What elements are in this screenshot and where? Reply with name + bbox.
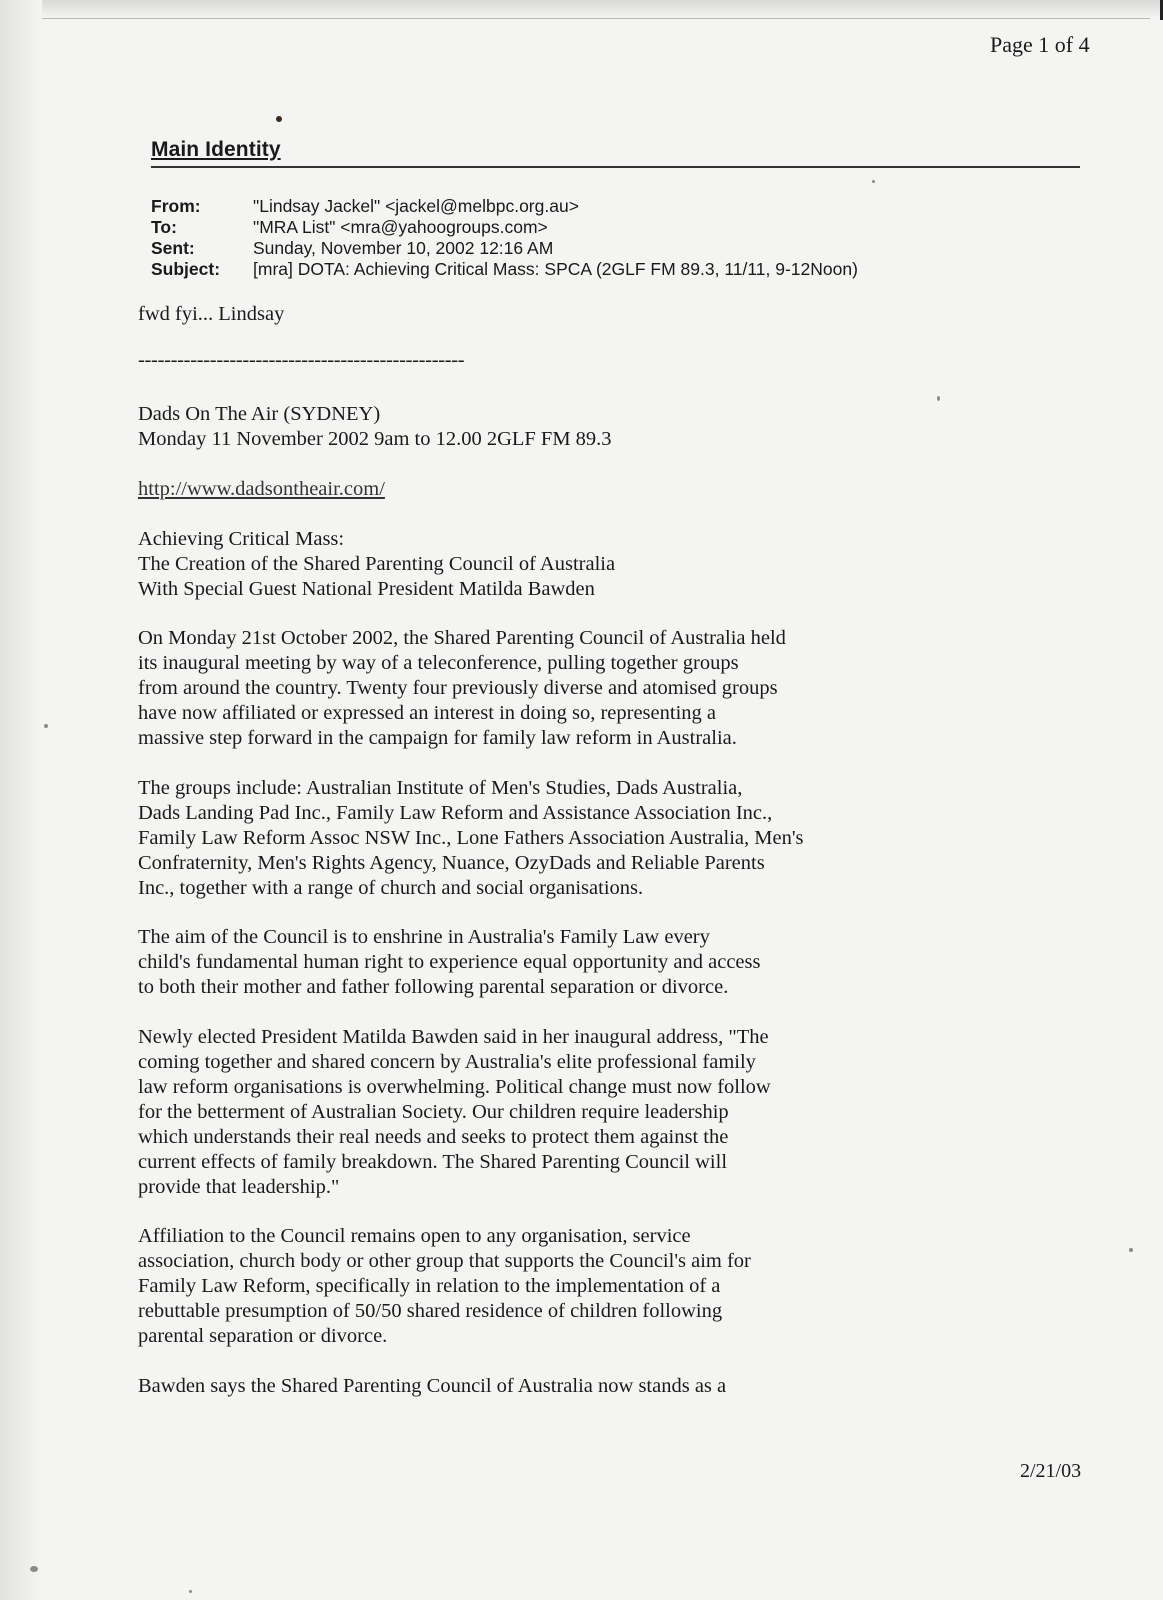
scan-speck bbox=[1129, 1248, 1133, 1252]
intro-line: fwd fyi... Lindsay bbox=[138, 303, 285, 325]
email-headers bbox=[151, 196, 858, 280]
sent-label: Sent: bbox=[151, 238, 195, 258]
paragraph: Newly elected President Matilda Bawden said in her inaugural address, "The coming together and shared concern by Australia's elite professional family law reform organisations is overwhelming. Political change must now follow for the betterment of Australian Society. Our children require leadership which understands their real needs and seeks to protect them against the current effects of family breakdown. The Shared Parenting Council will provide that leadership." bbox=[138, 1026, 771, 1198]
dadsontheair-url[interactable]: http://www.dadsontheair.com/ bbox=[138, 478, 385, 500]
subject-label: Subject: bbox=[151, 259, 221, 279]
paragraph: The aim of the Council is to enshrine in Australia's Family Law every child's fundamental human right to experience equal opportunity and access to both their mother and father following parental separation or divorce. bbox=[138, 926, 761, 998]
sent-value: Sunday, November 10, 2002 12:16 AM bbox=[253, 238, 554, 258]
scan-speck bbox=[30, 1566, 38, 1572]
identity-title: Main Identity bbox=[151, 138, 281, 161]
title-rule bbox=[151, 166, 1080, 168]
paragraph: Bawden says the Shared Parenting Council of Australia now stands as a bbox=[138, 1375, 727, 1397]
program-link[interactable] bbox=[138, 477, 1038, 502]
separator-line: -------------------------------------------------- bbox=[138, 349, 465, 371]
program-info: Dads On The Air (SYDNEY) Monday 11 November 2002 9am to 12.00 2GLF FM 89.3 bbox=[138, 403, 612, 450]
scan-speck bbox=[44, 724, 48, 728]
to-row bbox=[151, 217, 858, 238]
sent-row bbox=[151, 238, 858, 259]
from-row bbox=[151, 196, 858, 217]
paragraph: On Monday 21st October 2002, the Shared Parenting Council of Australia held its inaugural meeting by way of a teleconference, pulling together groups from around the country. Twenty four previously diverse and atomised groups have now affiliated or expressed an interest in doing so, representing a massive step forward in the campaign for family law reform in Australia. bbox=[138, 627, 786, 749]
subject-row bbox=[151, 259, 858, 280]
scan-shadow-left bbox=[0, 0, 42, 1600]
to-value: "MRA List" <mra@yahoogroups.com> bbox=[253, 217, 548, 237]
subject-value: [mra] DOTA: Achieving Critical Mass: SPCA (2GLF FM 89.3, 11/11, 9-12Noon) bbox=[253, 259, 858, 279]
topic-heading: Achieving Critical Mass: The Creation of the Shared Parenting Council of Australia With Special Guest National President Matilda Bawden bbox=[138, 528, 616, 600]
scan-speck bbox=[937, 396, 940, 401]
paragraph: The groups include: Australian Institute of Men's Studies, Dads Australia, Dads Landing Pad Inc., Family Law Reform and Assistance Association Inc., Family Law Reform Assoc NSW Inc., Lone Fathers Association Australia, Men's Confraternity, Men's Rights Agency, Nuance, OzyDads and Reliable Parents Inc., together with a range of church and social organisations. bbox=[138, 777, 804, 899]
to-label: To: bbox=[151, 217, 177, 237]
page-number: Page 1 of 4 bbox=[990, 32, 1090, 57]
paragraph: Affiliation to the Council remains open to any organisation, service association, church body or other group that supports the Council's aim for Family Law Reform, specifically in relation to the implementation of a rebuttable presumption of 50/50 shared residence of children following parental separation or divorce. bbox=[138, 1225, 751, 1347]
from-label: From: bbox=[151, 196, 201, 216]
scan-shadow-top bbox=[0, 0, 1163, 18]
scan-speck bbox=[189, 1590, 192, 1593]
scan-speck bbox=[276, 116, 282, 122]
scan-speck bbox=[872, 180, 875, 183]
scan-edge-line bbox=[40, 18, 1150, 19]
print-date: 2/21/03 bbox=[1020, 1460, 1082, 1482]
from-value: "Lindsay Jackel" <jackel@melbpc.org.au> bbox=[253, 196, 579, 216]
